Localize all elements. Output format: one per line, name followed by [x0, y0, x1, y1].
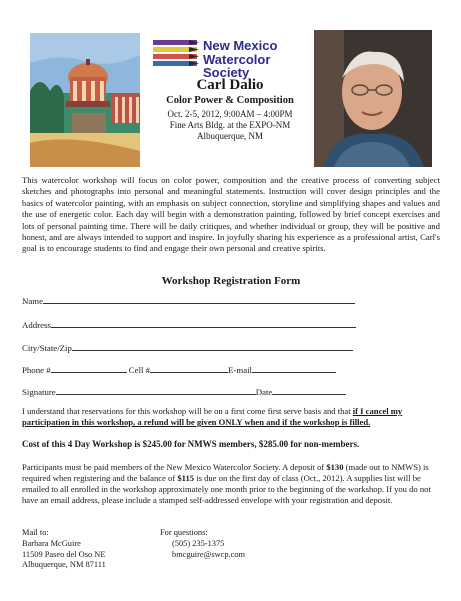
city-row: [22, 341, 353, 353]
phone-row: [22, 363, 336, 375]
refund-policy: if I cancel my participation in this workshop, a refund will be given ONLY when and if the workshop is filled.: [22, 406, 403, 427]
questions-heading: For questions:: [160, 528, 208, 537]
notice-text: I understand that reservations for this workshop will be on a first come first serve basis and that: [22, 406, 353, 416]
phone-label: Phone #: [22, 365, 51, 375]
address-row: [22, 318, 356, 330]
instructor-name: Carl Dalio: [196, 77, 264, 93]
logo-line-1: New Mexico: [203, 38, 278, 53]
date-label: Date: [255, 387, 273, 397]
form-title: Workshop Registration Form: [161, 275, 301, 287]
workshop-dates: Oct. 2-5, 2012, 9:00AM – 4:00PM: [167, 109, 293, 119]
instructor-photo: [314, 30, 432, 167]
email-field[interactable]: [252, 363, 336, 373]
paintbrushes-icon: [153, 38, 199, 68]
name-label: Name: [22, 296, 44, 306]
cell-field[interactable]: [150, 363, 228, 373]
mail-name: Barbara McGuire: [22, 538, 81, 548]
mail-heading: Mail to:: [22, 528, 49, 537]
mail-city: Albuquerque, NM 87111: [22, 560, 106, 570]
cost-statement: Cost of this 4 Day Workshop is $245.00 for NMWS members, $285.00 for non-members.: [22, 439, 360, 449]
city-label: City/State/Zip: [22, 343, 72, 353]
name-field[interactable]: [43, 294, 355, 304]
cell-label: Cell #: [128, 365, 151, 375]
balance-amount: $115: [177, 473, 195, 483]
terms-paragraph: [22, 462, 440, 506]
cancellation-notice: [22, 406, 440, 428]
signature-row: [22, 385, 346, 397]
signature-field[interactable]: [56, 385, 256, 395]
terms-text-3: is due on the first day of class (Oct., 2012). A supplies list will be emailed to all enrolled in the workshop approximately one month prior to the beginning of the workshop. If you do not have an email address, please include a stamped self-addressed envelope with your registration and deposit.: [22, 473, 431, 505]
terms-text-1: Participants must be paid members of the New Mexico Watercolor Society. A deposit of: [22, 462, 327, 472]
name-row: [22, 294, 355, 306]
mail-to-block: [22, 528, 162, 571]
terms-text-2: (made out to NMWS) is required when registering and the balance of: [22, 462, 429, 483]
logo-line-2: Watercolor Society: [203, 52, 271, 80]
email-label: E-mail: [228, 365, 253, 375]
deposit-amount: $130: [326, 462, 344, 472]
workshop-city: Albuquerque, NM: [197, 131, 263, 141]
questions-email[interactable]: bmcguire@swcp.com: [172, 549, 246, 559]
questions-block: [160, 528, 310, 560]
intro-paragraph: This watercolor workshop will focus on color power, composition and the creative process of converting subject sketches and photographs into personal and meaningful statements. Instruction will cover design principles and the basics of watercolor painting, with an emphasis on subject connection, storyline and simplifying shapes and values and the use of energetic color. Each day will begin with a demonstration painting, followed by brief concept exercises and lots of personal painting time. There will be daily critiques, and whether individual or group, they will be positive and honest, and are always intended to support and inspire. In joyfully sharing his experience as a professional artist, Carl's goal is to encourage students to find and engage their own personal and creative spirits.: [22, 175, 440, 254]
nmws-logo: [153, 36, 303, 80]
phone-field[interactable]: [51, 363, 127, 373]
palace-painting-image: [30, 33, 140, 167]
city-field[interactable]: [72, 341, 353, 351]
address-label: Address: [22, 320, 51, 330]
workshop-title: Color Power & Composition: [166, 95, 294, 106]
signature-label: Signature: [22, 387, 56, 397]
address-field[interactable]: [51, 318, 356, 328]
mail-street: 11509 Paseo del Oso NE: [22, 549, 106, 559]
workshop-venue: Fine Arts Bldg. at the EXPO-NM: [169, 120, 291, 130]
questions-phone: (505) 235-1375: [172, 538, 225, 548]
date-field[interactable]: [272, 385, 346, 395]
